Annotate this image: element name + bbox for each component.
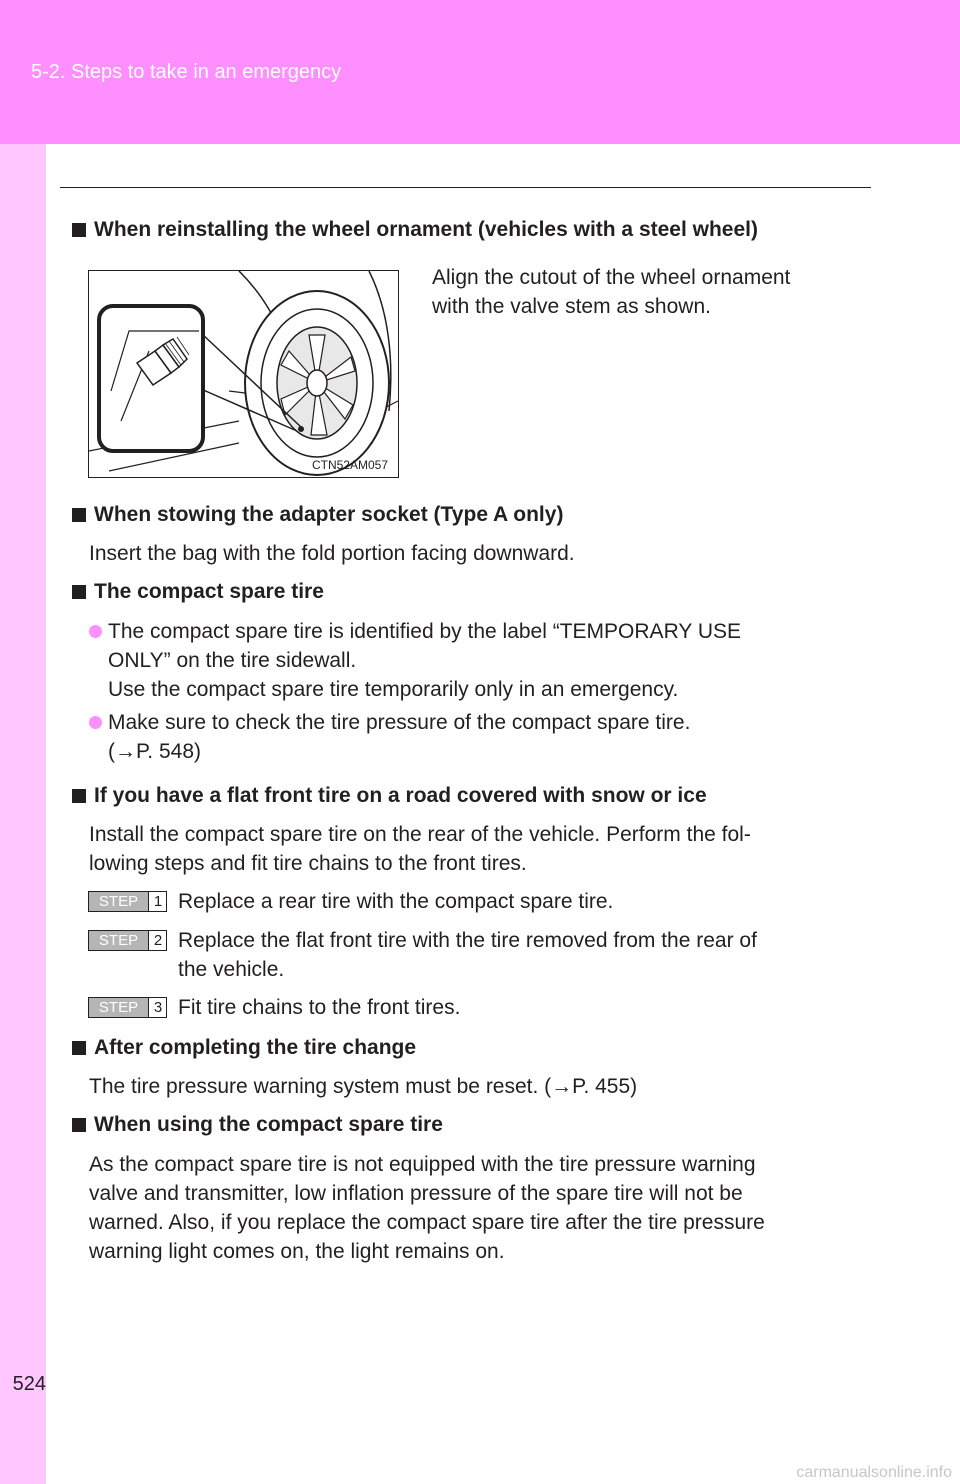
heading-text: When using the compact spare tire bbox=[94, 1113, 443, 1136]
heading-text: The compact spare tire bbox=[94, 580, 324, 603]
section-title: 5-2. Steps to take in an emergency bbox=[31, 61, 342, 83]
page-number: 524 bbox=[12, 1373, 46, 1395]
step-1-text: Replace a rear tire with the compact spare tire. bbox=[178, 890, 614, 913]
step-2-text-line1: Replace the flat front tire with the tire removed from the rear of bbox=[178, 929, 757, 952]
using-text-line2: valve and transmitter, low inflation pressure of the spare tire will not be bbox=[89, 1182, 743, 1205]
square-bullet-icon bbox=[72, 223, 86, 237]
wheel-ornament-figure bbox=[88, 270, 399, 478]
square-bullet-icon bbox=[72, 1041, 86, 1055]
using-text-line3: warned. Also, if you replace the compact spare tire after the tire pressure bbox=[89, 1211, 765, 1234]
step-badge-3 bbox=[88, 997, 167, 1018]
ornament-text-line1: Align the cutout of the wheel ornament bbox=[432, 266, 791, 289]
wheel-illustration bbox=[89, 271, 398, 477]
spare-bullet1-line3: Use the compact spare tire temporarily only in an emergency. bbox=[108, 678, 679, 701]
page-header bbox=[0, 0, 960, 144]
heading-text: When stowing the adapter socket (Type A only) bbox=[94, 503, 564, 526]
ornament-text-line2: with the valve stem as shown. bbox=[432, 295, 711, 318]
heading-adapter-socket bbox=[72, 502, 563, 528]
side-band bbox=[0, 144, 46, 1484]
bullet-dot-icon bbox=[89, 716, 102, 729]
step-badge-1 bbox=[88, 891, 167, 912]
step-number: 3 bbox=[148, 998, 167, 1017]
step-label: STEP bbox=[89, 892, 148, 911]
spare-bullet1-line1: The compact spare tire is identified by the label “TEMPORARY USE bbox=[108, 620, 741, 643]
step-3-text: Fit tire chains to the front tires. bbox=[178, 996, 461, 1019]
figure-code: CTN52AM057 bbox=[311, 458, 388, 472]
heading-wheel-ornament bbox=[72, 217, 758, 243]
heading-using-spare bbox=[72, 1112, 443, 1138]
step-2-text-line2: the vehicle. bbox=[178, 958, 285, 981]
heading-text: If you have a flat front tire on a road covered with snow or ice bbox=[94, 784, 707, 807]
heading-flat-front-tire bbox=[72, 783, 707, 809]
square-bullet-icon bbox=[72, 789, 86, 803]
step-label: STEP bbox=[89, 998, 148, 1017]
step-number: 2 bbox=[148, 931, 167, 950]
spare-bullet2-line2: (→P. 548) bbox=[108, 740, 201, 763]
spare-bullet2-line1: Make sure to check the tire pressure of the compact spare tire. bbox=[108, 711, 691, 734]
flat-front-text-line2: lowing steps and fit tire chains to the front tires. bbox=[89, 852, 527, 875]
top-rule bbox=[60, 187, 871, 188]
using-text-line4: warning light comes on, the light remains on. bbox=[89, 1240, 505, 1263]
bullet-dot-icon bbox=[89, 625, 102, 638]
spare-bullet1-line2: ONLY” on the tire sidewall. bbox=[108, 649, 357, 672]
heading-compact-spare bbox=[72, 579, 324, 605]
step-number: 1 bbox=[148, 892, 167, 911]
watermark: carmanualsonline.info bbox=[796, 1464, 952, 1481]
square-bullet-icon bbox=[72, 585, 86, 599]
using-text-line1: As the compact spare tire is not equipped with the tire pressure warning bbox=[89, 1153, 756, 1176]
step-label: STEP bbox=[89, 931, 148, 950]
flat-front-text-line1: Install the compact spare tire on the rear of the vehicle. Perform the fol- bbox=[89, 823, 751, 846]
heading-text: After completing the tire change bbox=[94, 1036, 417, 1059]
step-badge-2 bbox=[88, 930, 167, 951]
heading-after-tire-change bbox=[72, 1035, 416, 1061]
square-bullet-icon bbox=[72, 508, 86, 522]
square-bullet-icon bbox=[72, 1118, 86, 1132]
after-text: The tire pressure warning system must be reset. (→P. 455) bbox=[89, 1075, 638, 1098]
adapter-text: Insert the bag with the fold portion facing downward. bbox=[89, 542, 575, 565]
heading-text: When reinstalling the wheel ornament (vehicles with a steel wheel) bbox=[94, 218, 758, 241]
